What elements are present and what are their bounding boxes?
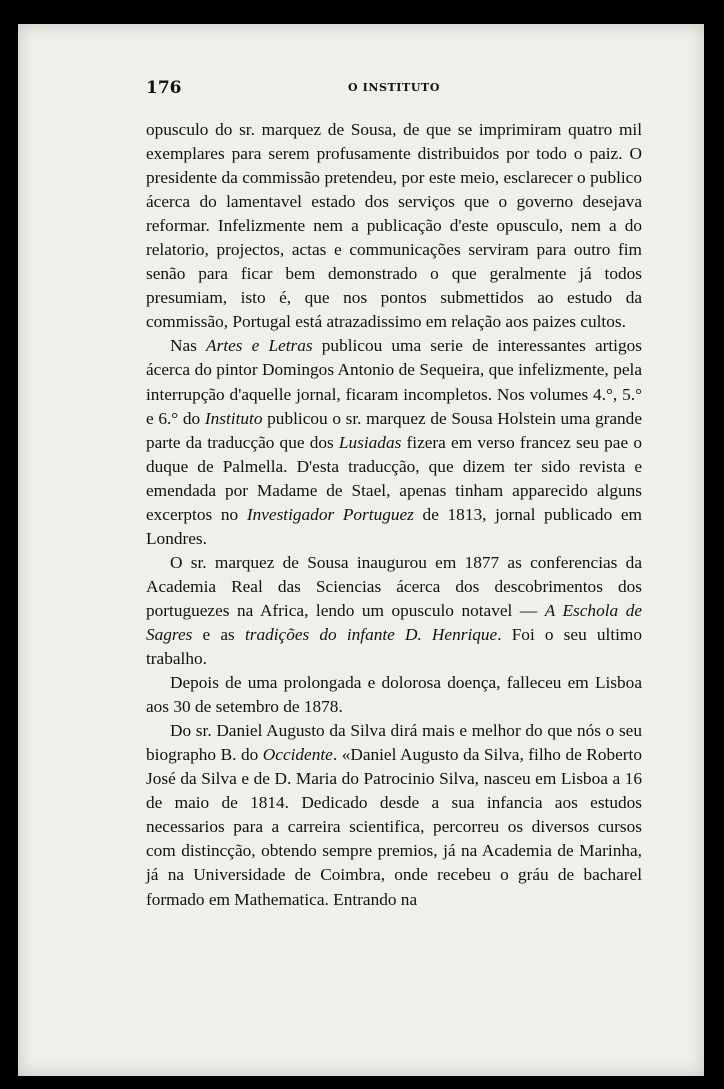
text-run: e as — [192, 624, 245, 644]
text-run: Nas — [170, 336, 207, 356]
italic-run: A Eschola de Sagres — [146, 600, 643, 644]
italic-run: Lusiadas — [338, 432, 402, 452]
text-run: opusculo do sr. marquez de Sousa, de que se imprimiram quatro mil exemplares para serem profusamente distribuidos por todo o paiz. O presidente da commissão pretendeu, por este meio, esclarecer o publico ácerca do lamentavel estado dos serviços que o governo desejava reformar. Infelizmente nem a publicação d'este opusculo, nem a do relatorio, projectos, actas e communicações serviram para outro fim senão para ficar bem demonstrado o que geralmente já todos presumiam, isto é, que nos pontos submettidos ao estudo da commissão, Portugal está atrazadissimo em relação aos paizes cultos. — [146, 120, 642, 332]
text-run: Do sr. Daniel Augusto da Silva dirá mais e melhor do que nós o seu biographo B. do — [146, 721, 642, 765]
text-run: fizera em verso francez seu pae o duque de Palmella. D'esta traducção, que dizem ter sido revista e emendada por Madame de Stael, apenas tinham apparecido alguns excerptos no — [146, 432, 642, 524]
text-run: O sr. marquez de Sousa inaugurou em 1877 as conferencias da Academia Real das Sciencias ácerca dos descobrimentos dos portuguezes na Africa, lendo um opusculo notavel — — [146, 552, 642, 620]
italic-run: Investigador Portuguez — [246, 504, 414, 524]
text-run: de 1813, jornal publicado em Londres. — [146, 504, 642, 548]
text-run: . «Daniel Augusto da Silva, filho de Roberto José da Silva e de D. Maria do Patrocinio Silva, nasceu em Lisboa a 16 de maio de 1814. Dedicado desde a sua infancia aos estudos necessarios para a carreira scientifica, percorreu os diversos cursos com distincção, obtendo sempre premios, já na Academia de Marinha, já na Universidade de Coimbra, onde recebeu o gráu de bacharel formado em Mathematica. Entrando na — [146, 745, 642, 909]
paragraph — [146, 671, 642, 719]
text-run: publicou uma serie de interessantes artigos ácerca do pintor Domingos Antonio de Sequeira, que infelizmente, pela interrupção d'aquelle jornal, ficaram incompletos. Nos volumes 4.°, 5.° e 6.° do — [146, 336, 642, 428]
page-number: 176 — [146, 78, 182, 98]
italic-run: tradições do infante D. Henrique — [244, 624, 498, 644]
text-run: publicou o sr. marquez de Sousa Holstein uma grande parte da traducção que dos — [146, 408, 642, 452]
italic-run: Artes e Letras — [206, 336, 313, 356]
paragraph — [146, 719, 642, 911]
italic-run: Instituto — [204, 408, 263, 428]
page-header — [146, 78, 642, 108]
running-title: O INSTITUTO — [347, 81, 441, 94]
paragraph — [146, 551, 642, 671]
text-run: . Foi o seu ultimo trabalho. — [146, 624, 643, 669]
body-text — [146, 118, 642, 912]
paragraph — [146, 118, 642, 334]
italic-run: Occidente — [262, 745, 333, 765]
paragraph — [146, 334, 642, 550]
text-run: Depois de uma prolongada e dolorosa doença, falleceu em Lisboa aos 30 de setembro de 1878. — [146, 673, 642, 717]
